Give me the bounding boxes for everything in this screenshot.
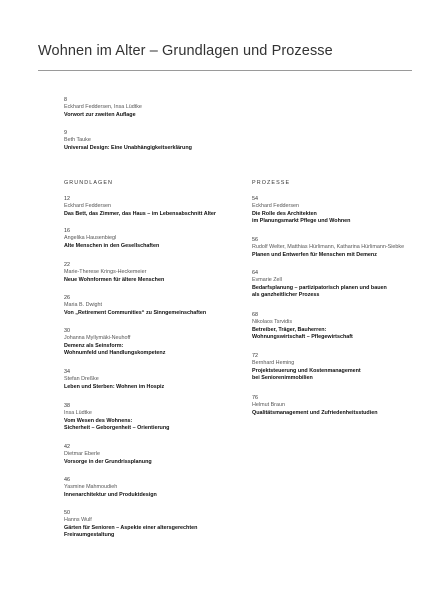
page-number: 68 (252, 312, 258, 318)
toc-entry (64, 510, 254, 539)
entry-title: Das Bett, das Zimmer, das Haus – im Lebensabschnitt Alter (64, 210, 216, 217)
toc-entry (252, 196, 417, 225)
page-number: 16 (64, 228, 70, 234)
page-number: 76 (252, 395, 258, 401)
page-number: 72 (252, 353, 258, 359)
toc-entry (64, 477, 254, 499)
entry-authors: Helmut Braun (252, 402, 285, 409)
entry-authors: Beth Tauke (64, 137, 91, 144)
entry-title: Gärten für Senioren – Aspekte einer altersgerechten Freiraumgestaltung (64, 524, 198, 538)
entry-authors: Rudolf Welter, Matthias Hürlimann, Katharina Hürlimann-Siebke (252, 244, 405, 251)
entry-title: Bedarfsplanung – partizipatorisch planen und bauen als ganzheitlicher Prozess (252, 284, 387, 298)
entry-authors: Insa Lüdtke (64, 410, 92, 417)
section-heading-grundlagen: GRUNDLAGEN (64, 180, 114, 186)
entry-authors: Marie-Therese Krings-Heckemeier (64, 269, 147, 276)
toc-entry (64, 130, 264, 152)
toc-entry (64, 262, 254, 284)
entry-title: Neue Wohnformen für ältere Menschen (64, 276, 165, 283)
entry-title: Betreiber, Träger, Bauherren: Wohnungswirtschaft – Pflegewirtschaft (252, 326, 353, 340)
entry-title: Innenarchitektur und Produktdesign (64, 491, 157, 498)
toc-entry (252, 395, 417, 417)
entry-title: Universal Design: Eine Unabhängigkeitserklärung (64, 144, 192, 151)
toc-entry (64, 328, 254, 357)
section-heading-prozesse: PROZESSE (252, 180, 291, 186)
page-number: 50 (64, 510, 70, 516)
entry-title: Alte Menschen in den Gesellschaften (64, 242, 160, 249)
toc-entry (64, 444, 254, 466)
page-number: 30 (64, 328, 70, 334)
page-number: 12 (64, 196, 70, 202)
page-title: Wohnen im Alter – Grundlagen und Prozesse (38, 43, 333, 59)
entry-authors: Eckhard Feddersen (252, 203, 300, 210)
page-number: 54 (252, 196, 258, 202)
toc-entry (64, 295, 254, 317)
entry-title: Qualitätsmanagement und Zufriedenheitsstudien (252, 409, 378, 416)
toc-entry (64, 403, 254, 432)
entry-authors: Eckhard Feddersen (64, 203, 112, 210)
entry-title: Vorwort zur zweiten Auflage (64, 111, 136, 118)
entry-authors: Hanns Wulf (64, 517, 92, 524)
page-number: 46 (64, 477, 70, 483)
toc-entry (252, 270, 417, 299)
toc-entry (64, 196, 254, 218)
page-number: 8 (64, 97, 67, 103)
title-divider (38, 70, 412, 71)
page-number: 26 (64, 295, 70, 301)
page-number: 22 (64, 262, 70, 268)
entry-authors: Nikolaos Tsrvidis (252, 319, 293, 326)
entry-authors: Bernhard Heming (252, 360, 295, 367)
toc-entry (252, 312, 417, 341)
entry-authors: Eckhard Feddersen, Insa Lüdtke (64, 104, 142, 111)
entry-title: Von „Retirement Communities“ zu Sinngemeinschaften (64, 309, 207, 316)
toc-entry (64, 97, 254, 119)
page-number: 56 (252, 237, 258, 243)
entry-title: Vom Wesen des Wohnens: Sicherheit – Geborgenheit – Orientierung (64, 417, 170, 431)
page-number: 42 (64, 444, 70, 450)
entry-authors: Johanna Myllymäki-Neuhoff (64, 335, 131, 342)
page-number: 64 (252, 270, 258, 276)
entry-authors: Dietmar Eberle (64, 451, 100, 458)
entry-title: Die Rolle des Architekten im Planungsmarkt Pflege und Wohnen (252, 210, 351, 224)
entry-authors: Maria B. Dwight (64, 302, 103, 309)
page-number: 38 (64, 403, 70, 409)
entry-title: Leben und Sterben: Wohnen im Hospiz (64, 383, 165, 390)
toc-entry (252, 353, 417, 382)
entry-authors: Yasmine Mahmoudieh (64, 484, 118, 491)
toc-entry (64, 228, 254, 250)
entry-title: Vorsorge in der Grundrissplanung (64, 458, 152, 465)
entry-title: Planen und Entwerfen für Menschen mit Demenz (252, 251, 377, 258)
entry-authors: Evmarie Zell (252, 277, 282, 284)
entry-authors: Angelika Hausenbiegl (64, 235, 117, 242)
page-number: 34 (64, 369, 70, 375)
toc-entry (64, 369, 254, 391)
toc-entry (252, 237, 422, 259)
entry-authors: Stefan Dreßke (64, 376, 99, 383)
page-number: 9 (64, 130, 67, 136)
entry-title: Demenz als Seinsform: Wohnumfeld und Handlungskompetenz (64, 342, 166, 356)
entry-title: Projektsteuerung und Kostenmanagement bei Seniorenimmobilien (252, 367, 361, 381)
